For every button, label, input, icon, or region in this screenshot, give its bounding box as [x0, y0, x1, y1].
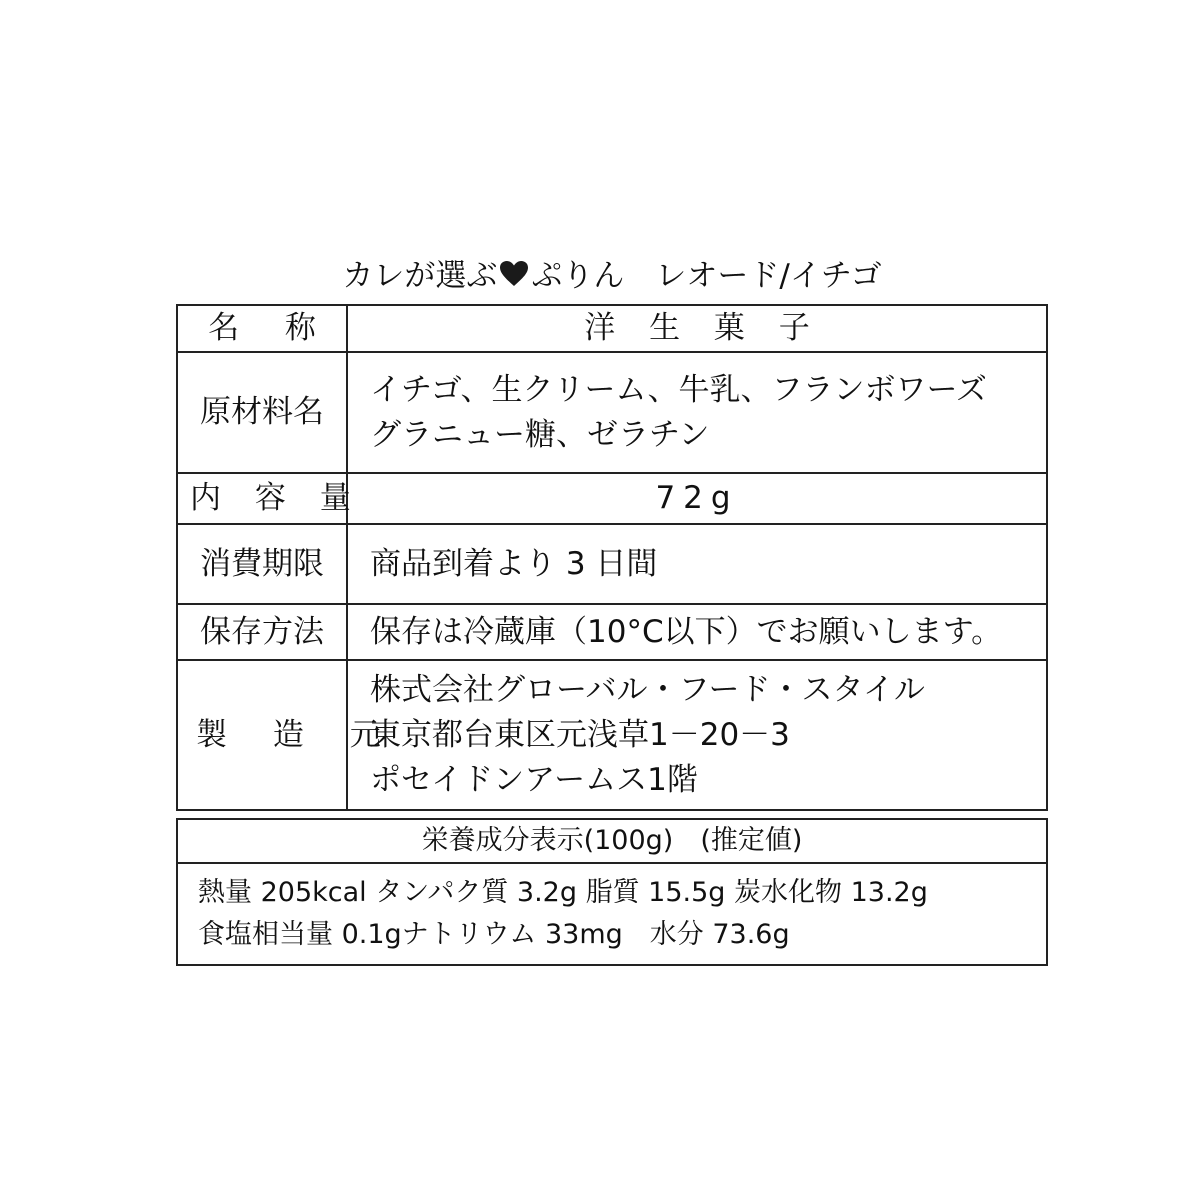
label-value-expiry: 商品到着より 3 日間: [347, 524, 1047, 604]
label-value-storage: 保存は冷蔵庫（10°C以下）でお願いします。: [347, 604, 1047, 660]
product-title-suffix: ぷりん レオード/イチゴ: [531, 258, 882, 294]
nutrition-line: 食塩相当量 0.1gナトリウム 33mg 水分 73.6g: [198, 919, 790, 950]
label-row-maker: [177, 660, 1047, 810]
nutrition-box: [176, 818, 1048, 966]
label-key-expiry: 消費期限: [177, 524, 347, 604]
label-row-expiry: [177, 524, 1047, 604]
label-key-name: 名 称: [177, 305, 347, 352]
nutrition-body: [178, 864, 1046, 964]
ingredients-line: グラニュー糖、ゼラチン: [370, 416, 710, 453]
label-value-ingredients: [347, 352, 1047, 473]
label-row-storage: [177, 604, 1047, 660]
maker-line: 東京都台東区元浅草1－20－3: [370, 716, 790, 753]
label-key-ingredients: 原材料名: [177, 352, 347, 473]
product-title: [176, 252, 1048, 300]
label-row-name: [177, 305, 1047, 352]
maker-line: ポセイドンアームス1階: [370, 761, 698, 798]
product-title-prefix: カレが選ぶ: [342, 258, 498, 294]
label-value-quantity: 72g: [347, 473, 1047, 524]
label-key-quantity: 内 容 量: [177, 473, 347, 524]
label-row-ingredients: [177, 352, 1047, 473]
nutrition-line: 熱量 205kcal タンパク質 3.2g 脂質 15.5g 炭水化物 13.2g: [198, 877, 928, 908]
label-row-quantity: [177, 473, 1047, 524]
label-key-storage: 保存方法: [177, 604, 347, 660]
food-label-table: [176, 304, 1048, 811]
ingredients-line: イチゴ、生クリーム、牛乳、フランボワーズ: [370, 371, 987, 408]
nutrition-header: 栄養成分表示(100g) (推定値): [178, 820, 1046, 864]
label-value-name: 洋 生 菓 子: [347, 305, 1047, 352]
heart-icon: [499, 255, 529, 285]
maker-line: 株式会社グローバル・フード・スタイル: [370, 671, 925, 708]
label-value-maker: [347, 660, 1047, 810]
label-key-maker: 製 造 元: [177, 660, 347, 810]
